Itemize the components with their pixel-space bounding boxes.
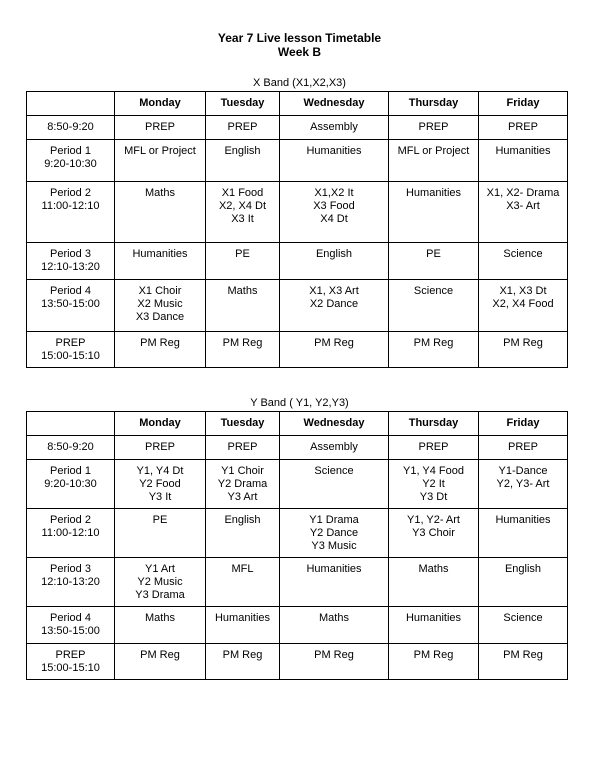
lesson-cell: Humanities [479,140,568,182]
lesson-cell: PREP [389,116,479,140]
title-line-1: Year 7 Live lesson Timetable [217,31,382,45]
lesson-cell: Maths [115,607,206,644]
lesson-cell: PREP [115,116,206,140]
corner-cell [27,412,115,436]
lesson-cell: PM Reg [479,644,568,680]
lesson-cell: Maths [206,280,280,332]
day-header-wednesday: Wednesday [280,92,389,116]
x-band-caption: X Band (X1,X2,X3) [253,77,346,89]
lesson-cell: PREP [115,436,206,460]
period-cell: PREP 15:00-15:10 [27,332,115,368]
lesson-cell: PM Reg [206,332,280,368]
lesson-cell: PM Reg [115,332,206,368]
lesson-cell: PM Reg [280,332,389,368]
table-row [27,116,568,140]
day-header-monday: Monday [115,92,206,116]
title-line-2: Week B [277,45,322,59]
day-header-thursday: Thursday [389,92,479,116]
lesson-cell: Assembly [280,116,389,140]
table-row [27,332,568,368]
day-header-thursday: Thursday [389,412,479,436]
lesson-cell: English [479,558,568,607]
table-row [27,558,568,607]
lesson-cell: Humanities [115,243,206,280]
lesson-cell: Science [479,607,568,644]
period-cell: PREP 15:00-15:10 [27,644,115,680]
period-cell: Period 1 9:20-10:30 [27,460,115,509]
lesson-cell: Humanities [479,509,568,558]
day-header-monday: Monday [115,412,206,436]
lesson-cell: Humanities [389,182,479,243]
lesson-cell: Humanities [389,607,479,644]
lesson-cell: MFL or Project [115,140,206,182]
corner-cell [27,92,115,116]
day-header-wednesday: Wednesday [280,412,389,436]
lesson-cell: X1, X3 Dt X2, X4 Food [479,280,568,332]
lesson-cell: Maths [389,558,479,607]
lesson-cell: Y1, Y4 Food Y2 It Y3 Dt [389,460,479,509]
lesson-cell: PM Reg [389,644,479,680]
x-band-table [26,91,568,368]
lesson-cell: English [206,140,280,182]
lesson-cell: English [280,243,389,280]
lesson-cell: Y1 Drama Y2 Dance Y3 Music [280,509,389,558]
period-cell: 8:50-9:20 [27,436,115,460]
table-row [27,280,568,332]
y-band-caption: Y Band ( Y1, Y2,Y3) [250,397,349,409]
table-row [27,436,568,460]
lesson-cell: Y1, Y2- Art Y3 Choir [389,509,479,558]
period-cell: Period 3 12:10-13:20 [27,558,115,607]
table-header-row [27,412,568,436]
table-row [27,243,568,280]
table-row [27,182,568,243]
lesson-cell: MFL or Project [389,140,479,182]
period-cell: Period 4 13:50-15:00 [27,607,115,644]
lesson-cell: Humanities [206,607,280,644]
lesson-cell: X1, X2- Drama X3- Art [479,182,568,243]
day-header-friday: Friday [479,412,568,436]
period-cell: Period 3 12:10-13:20 [27,243,115,280]
lesson-cell: Y1-Dance Y2, Y3- Art [479,460,568,509]
lesson-cell: PREP [479,116,568,140]
lesson-cell: Science [280,460,389,509]
lesson-cell: Y1 Art Y2 Music Y3 Drama [115,558,206,607]
lesson-cell: X1, X3 Art X2 Dance [280,280,389,332]
lesson-cell: X1 Choir X2 Music X3 Dance [115,280,206,332]
day-header-tuesday: Tuesday [206,412,280,436]
lesson-cell: Science [479,243,568,280]
lesson-cell: PM Reg [115,644,206,680]
lesson-cell: PM Reg [280,644,389,680]
period-cell: Period 1 9:20-10:30 [27,140,115,182]
table-row [27,644,568,680]
lesson-cell: PE [389,243,479,280]
page-title [0,31,599,59]
lesson-cell: Humanities [280,558,389,607]
day-header-friday: Friday [479,92,568,116]
lesson-cell: Maths [115,182,206,243]
y-band-table [26,411,568,680]
table-row [27,140,568,182]
lesson-cell: PREP [389,436,479,460]
day-header-tuesday: Tuesday [206,92,280,116]
period-cell: Period 2 11:00-12:10 [27,509,115,558]
lesson-cell: PM Reg [389,332,479,368]
lesson-cell: PREP [206,116,280,140]
lesson-cell: PM Reg [206,644,280,680]
table-row [27,607,568,644]
lesson-cell: X1,X2 It X3 Food X4 Dt [280,182,389,243]
lesson-cell: Assembly [280,436,389,460]
lesson-cell: PREP [479,436,568,460]
lesson-cell: PM Reg [479,332,568,368]
period-cell: Period 4 13:50-15:00 [27,280,115,332]
lesson-cell: Y1 Choir Y2 Drama Y3 Art [206,460,280,509]
lesson-cell: Y1, Y4 Dt Y2 Food Y3 It [115,460,206,509]
table-row [27,460,568,509]
lesson-cell: X1 Food X2, X4 Dt X3 It [206,182,280,243]
lesson-cell: Maths [280,607,389,644]
lesson-cell: PE [115,509,206,558]
period-cell: Period 2 11:00-12:10 [27,182,115,243]
lesson-cell: Humanities [280,140,389,182]
table-header-row [27,92,568,116]
lesson-cell: MFL [206,558,280,607]
lesson-cell: PE [206,243,280,280]
lesson-cell: English [206,509,280,558]
period-cell: 8:50-9:20 [27,116,115,140]
table-row [27,509,568,558]
lesson-cell: Science [389,280,479,332]
lesson-cell: PREP [206,436,280,460]
